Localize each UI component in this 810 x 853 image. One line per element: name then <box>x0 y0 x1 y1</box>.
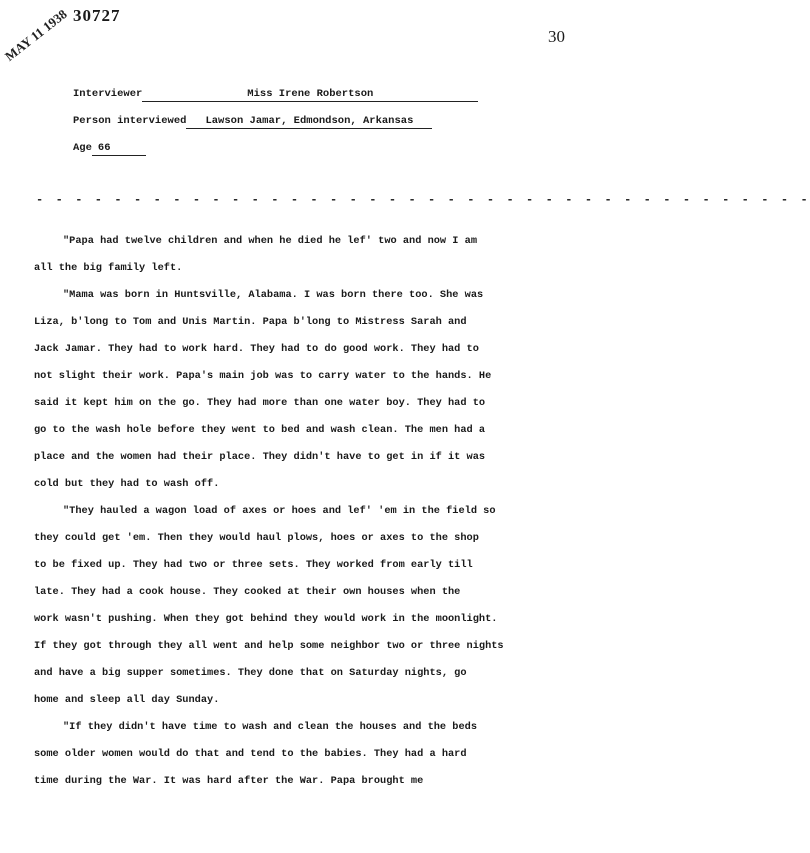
age-value: 66 <box>92 142 146 156</box>
text-line: "If they didn't have time to wash and clean the houses and the beds <box>63 721 478 733</box>
text-line: late. They had a cook house. They cooked at their own houses when the <box>34 586 461 598</box>
text-line: "Papa had twelve children and when he died he lef' two and now I am <box>63 235 478 247</box>
text-line: cold but they had to wash off. <box>34 478 220 490</box>
text-line: some older women would do that and tend to the babies. They had a hard <box>34 748 467 760</box>
text-line: and have a big supper sometimes. They done that on Saturday nights, go <box>34 667 467 679</box>
interviewer-value: Miss Irene Robertson <box>142 88 478 102</box>
interviewer-row <box>73 88 478 102</box>
text-line: go to the wash hole before they went to bed and wash clean. The men had a <box>34 424 486 436</box>
text-line: said it kept him on the go. They had more than one water boy. They had to <box>34 397 486 409</box>
text-line: they could get 'em. Then they would haul plows, hoes or axes to the shop <box>34 532 479 544</box>
age-row <box>73 142 146 156</box>
person-interviewed-value: Lawson Jamar, Edmondson, Arkansas <box>186 115 432 129</box>
text-line: "Mama was born in Huntsville, Alabama. I was born there too. She was <box>63 289 484 301</box>
page-number: 30 <box>548 27 565 46</box>
text-line: Jack Jamar. They had to work hard. They had to do good work. They had to <box>34 343 479 355</box>
interview-text <box>34 232 534 799</box>
text-line: If they got through they all went and help some neighbor two or three nights <box>34 640 504 652</box>
text-line: "They hauled a wagon load of axes or hoes and lef' 'em in the field so <box>63 505 496 517</box>
text-line: work wasn't pushing. When they got behind they would work in the moonlight. <box>34 613 498 625</box>
text-line: home and sleep all day Sunday. <box>34 694 220 706</box>
text-line: to be fixed up. They had two or three sets. They worked from early till <box>34 559 473 571</box>
separator-line: - - - - - - - - - - - - - - - - - - - - - - - - - - - - - - - - - - - - - - - - <box>36 193 810 207</box>
text-line: time during the War. It was hard after the War. Papa brought me <box>34 775 424 787</box>
person-interviewed-label: Person interviewed <box>73 115 187 127</box>
text-line: not slight their work. Papa's main job was to carry water to the hands. He <box>34 370 492 382</box>
document-number: 30727 <box>73 6 121 25</box>
received-date-stamp: MAY 11 1938 <box>2 6 70 64</box>
person-interviewed-row <box>73 115 432 129</box>
text-line: Liza, b'long to Tom and Unis Martin. Papa b'long to Mistress Sarah and <box>34 316 467 328</box>
text-line: all the big family left. <box>34 262 183 274</box>
age-label: Age <box>73 142 92 154</box>
text-line: place and the women had their place. They didn't have to get in if it was <box>34 451 486 463</box>
interviewer-label: Interviewer <box>73 88 143 100</box>
